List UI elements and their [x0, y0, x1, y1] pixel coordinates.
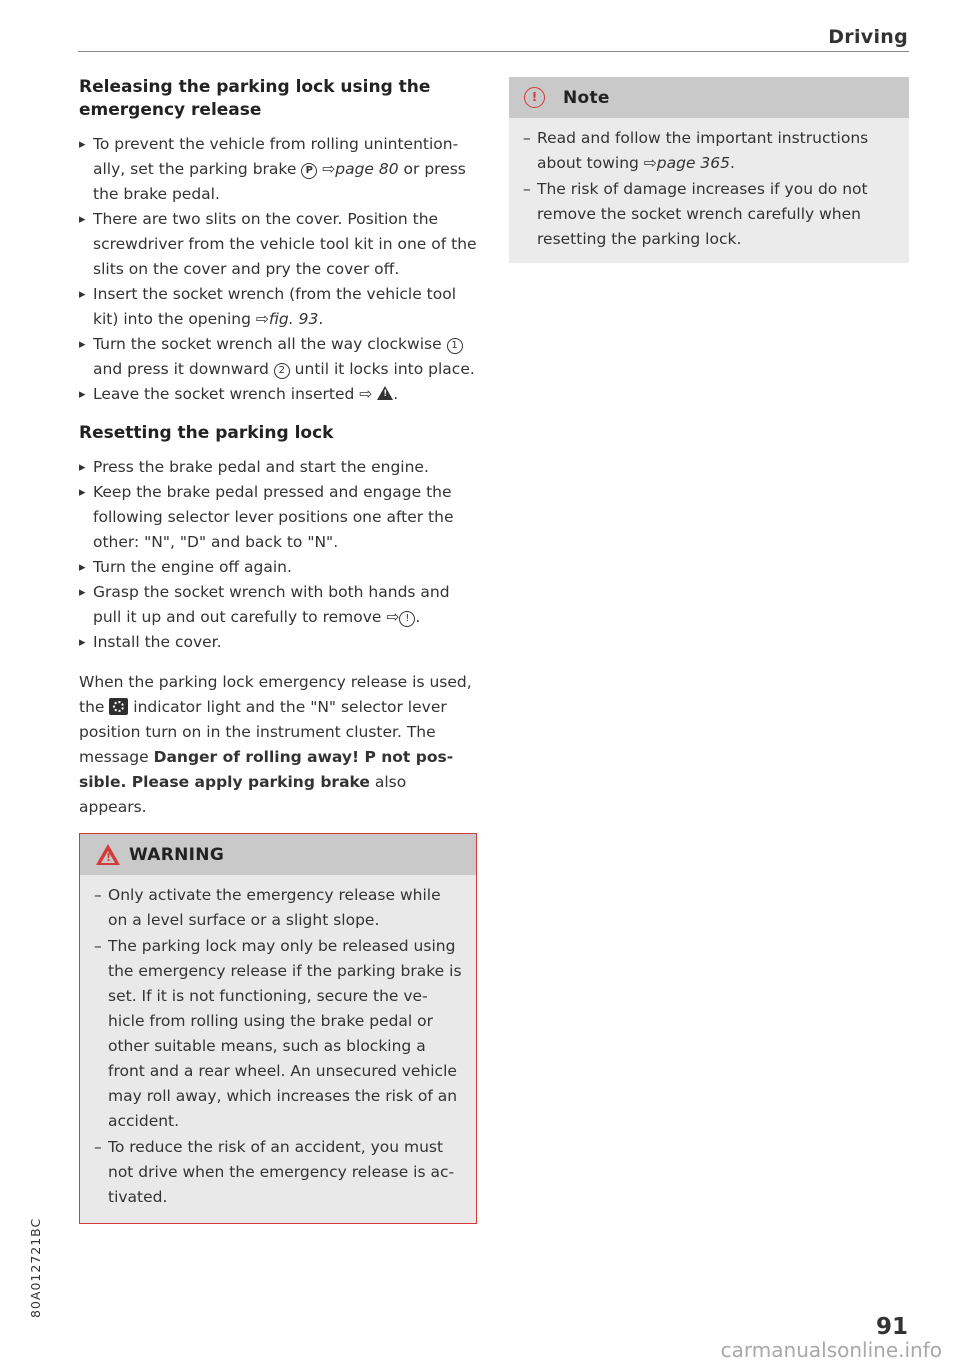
- release-step-2: ▸ There are two slits on the cover. Position the screwdriver from the vehicle tool kit in one of the slits on the cover and pry the cover off.: [79, 207, 477, 282]
- reset-steps: [79, 455, 477, 655]
- warning-header: [80, 834, 476, 875]
- figure-reference-link[interactable]: fig. 93: [268, 310, 319, 328]
- page-reference-link[interactable]: page 80: [335, 160, 399, 178]
- callout-2-icon: 2: [274, 363, 290, 379]
- parking-brake-icon: P: [301, 163, 317, 179]
- release-heading: Releasing the parking lock using the emergency release: [79, 77, 431, 120]
- note-header: [509, 77, 909, 118]
- note-reference-icon[interactable]: !: [399, 611, 415, 627]
- note-title: Note: [563, 87, 610, 108]
- warning-box: [79, 833, 477, 1224]
- callout-1-icon: 1: [447, 338, 463, 354]
- parking-lock-indicator-icon: [109, 698, 128, 715]
- page-number: 91: [875, 1314, 908, 1340]
- note-list: [509, 118, 909, 263]
- warning-list: [80, 875, 476, 1223]
- left-column: [79, 76, 477, 1224]
- reset-step-4: ▸ Grasp the socket wrench with both hands and pull it up and out carefully to remove ⇨ ! .: [79, 580, 477, 630]
- warning-triangle-icon: !: [96, 844, 120, 865]
- warning-item-1: – Only activate the emergency release while on a level surface or a slight slope.: [94, 883, 462, 933]
- reset-step-3: ▸ Turn the engine off again.: [79, 555, 477, 580]
- document-code: 80A012721BC: [28, 1217, 43, 1318]
- reset-step-5: ▸ Install the cover.: [79, 630, 477, 655]
- warning-message: Danger of rolling away! P not pos-sible. Please apply parking brake: [79, 748, 454, 791]
- header-rule: [78, 51, 909, 52]
- watermark: carmanualsonline.info: [720, 1338, 942, 1362]
- release-step-5: ▸ Leave the socket wrench inserted ⇨ ! .: [79, 382, 477, 407]
- note-exclamation-icon: !: [524, 87, 545, 108]
- towing-page-link[interactable]: page 365: [656, 154, 731, 172]
- section-title: Driving: [828, 26, 908, 48]
- release-step-1: ▸ To prevent the vehicle from rolling unintention-ally, set the parking brake P ⇨page 80 or press the brake pedal.: [79, 132, 477, 207]
- note-item-2: – The risk of damage increases if you do not remove the socket wrench carefully when resetting the parking lock.: [523, 177, 895, 252]
- right-column: [509, 77, 909, 263]
- note-box: [509, 77, 909, 263]
- release-step-3: ▸ Insert the socket wrench (from the vehicle tool kit) into the opening ⇨fig. 93.: [79, 282, 477, 332]
- release-steps: [79, 132, 477, 407]
- info-paragraph: When the parking lock emergency release is used, the indicator light and the "N" selector lever position turn on in the instrument cluster. The message Danger of rolling away! P not pos-sible. Please apply parking brake also appears.: [79, 673, 472, 816]
- note-item-1: – Read and follow the important instructions about towing ⇨page 365.: [523, 126, 895, 176]
- release-step-4: ▸ Turn the socket wrench all the way clockwise 1 and press it downward 2 until it locks into place.: [79, 332, 477, 382]
- warning-reference-icon[interactable]: !: [377, 386, 393, 400]
- warning-item-3: – To reduce the risk of an accident, you must not drive when the emergency release is ac-tivated.: [94, 1135, 462, 1210]
- warning-title: WARNING: [129, 844, 225, 865]
- warning-item-2: – The parking lock may only be released using the emergency release if the parking brake is set. If it is not functioning, secure the ve-hicle from rolling using the brake pedal or other suitable means, such as blocking a front and a rear wheel. An unsecured vehicle may roll away, which increases the risk of an accident.: [94, 934, 462, 1134]
- reset-heading: Resetting the parking lock: [79, 423, 334, 443]
- reset-step-1: ▸ Press the brake pedal and start the engine.: [79, 455, 477, 480]
- reset-step-2: ▸ Keep the brake pedal pressed and engage the following selector lever positions one after the other: "N", "D" and back to "N".: [79, 480, 477, 555]
